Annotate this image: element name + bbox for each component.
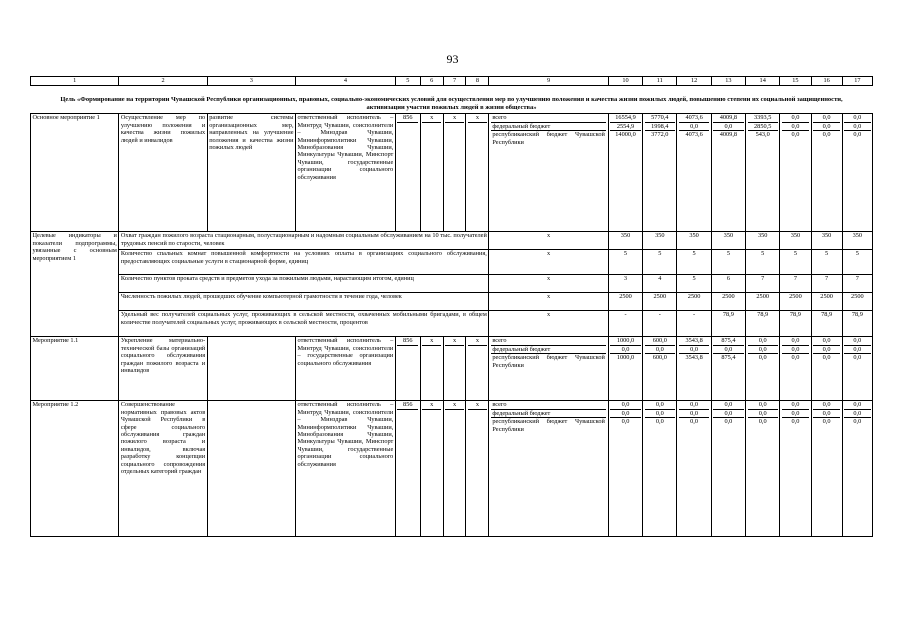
funding-values [746,114,780,232]
event-csr: x [443,114,466,232]
indicator-value: 78,9 [711,311,745,337]
column-number: 3 [207,77,295,86]
event-title: Мероприятие 1.1 [31,337,119,401]
funding-source-name: республиканский бюджет Чувашской Республики [492,418,605,433]
column-number: 12 [677,77,711,86]
funding-source-name: федеральный бюджет [491,345,607,353]
funding-value: 0,0 [748,417,778,425]
indicator-value: 2500 [842,293,872,311]
column-number: 17 [842,77,872,86]
event-rz: x [420,114,443,232]
indicator-value: 78,9 [842,311,872,337]
funding-value: 0,0 [791,114,800,122]
indicator-value: 350 [608,232,642,250]
funding-value: 2554,9 [610,122,640,130]
column-number: 5 [395,77,420,86]
indicator-row [31,311,873,337]
event-vr: x [466,114,489,232]
funding-value: 1000,0 [616,337,635,345]
indicator-name: Численность пожилых людей, прошедших обучение компьютерной грамотности в течение года, человек [119,293,489,311]
funding-value: 0,0 [791,337,800,345]
funding-values [677,114,711,232]
column-number: 7 [443,77,466,86]
funding-values [811,337,842,401]
funding-value: 600,0 [645,353,675,361]
indicator-x: x [489,293,609,311]
funding-value: 0,0 [713,345,743,353]
funding-value: 4073,6 [685,114,703,122]
funding-value: 875,4 [721,337,736,345]
funding-value: 0,0 [822,401,831,409]
funding-value: 0,0 [713,122,743,130]
funding-value: 0,0 [610,417,640,425]
indicator-value: 2500 [746,293,780,311]
funding-value: 0,0 [679,417,709,425]
event-csr: x [443,337,466,401]
event-title: Мероприятие 1.2 [31,401,119,537]
indicator-x: x [489,250,609,275]
funding-values [780,337,811,401]
indicator-value: 6 [711,275,745,293]
funding-value: 0,0 [645,409,675,417]
funding-value: 543,0 [748,130,778,138]
funding-value: 3772,0 [645,130,675,138]
event-task-empty [207,337,295,401]
funding-value: 0,0 [813,122,840,130]
funding-value: 0,0 [853,114,862,122]
indicator-value: 7 [842,275,872,293]
funding-value: 4073,6 [679,130,709,138]
indicator-value: 350 [780,232,811,250]
funding-values [780,401,811,537]
funding-values [711,114,745,232]
indicator-name: Удельный вес получателей социальных услуг, проживающих в сельской местности, охваченных мобильными бригадами, в общем количестве получателей социальных услуг, проживающих в сельской местности, процентов [119,311,489,337]
indicator-value: 2500 [711,293,745,311]
funding-values [811,114,842,232]
funding-values [677,337,711,401]
funding-values [711,401,745,537]
funding-value: 1998,4 [645,122,675,130]
funding-value: 0,0 [679,409,709,417]
funding-values [643,114,677,232]
funding-value: 0,0 [610,409,640,417]
indicator-value: 350 [842,232,872,250]
indicator-row [31,293,873,311]
funding-value: 0,0 [782,417,809,425]
event-rz: x [420,401,443,537]
funding-value: 0,0 [645,417,675,425]
funding-value: 0,0 [782,353,809,361]
funding-source-name: всего [492,401,507,409]
funding-source-name: республиканский бюджет Чувашской Республики [492,131,605,146]
column-number: 16 [811,77,842,86]
indicator-value: 7 [746,275,780,293]
page-number: 93 [446,52,459,66]
column-number: 8 [466,77,489,86]
event-row-event_1_1 [31,337,873,401]
event-grbs: 856 [395,337,420,401]
funding-sources [489,114,609,232]
event-rz: x [420,337,443,401]
event-executor: ответственный исполнитель – Минтруд Чувашии, соисполнители – Минздрав Чувашии, Мининформполитики Чувашии, Минобразования Чувашии, Минкультуры Чувашии, Минспорт Чувашии, государственные организации социального обслуживания [296,401,396,537]
funding-values [842,337,872,401]
indicator-value: 5 [811,250,842,275]
event-name: Совершенствование нормативных правовых актов Чувашской Республики в сфере социального обслуживания граждан пожилого возраста и инвалидов, включая разработку концепции социального сопровождения отдельных категорий граждан [119,401,207,537]
column-number: 10 [608,77,642,86]
event-task-empty [207,401,295,537]
funding-value: 0,0 [813,353,840,361]
indicator-x: x [489,232,609,250]
event-name: Укрепление материально-технической базы организаций социального обслуживания граждан пожилого возраста и инвалидов [119,337,207,401]
indicator-value: 350 [643,232,677,250]
indicator-value: 2500 [608,293,642,311]
program-table [30,76,873,537]
column-number: 9 [489,77,609,86]
funding-value: 0,0 [713,417,743,425]
funding-values [811,401,842,537]
indicator-value: 7 [780,275,811,293]
funding-values [842,401,872,537]
funding-value: 0,0 [748,409,778,417]
column-number: 11 [643,77,677,86]
funding-value: 0,0 [853,337,862,345]
event-grbs: 856 [395,114,420,232]
funding-value: 0,0 [844,409,870,417]
column-number: 15 [780,77,811,86]
funding-value: 0,0 [679,122,709,130]
indicator-value: 7 [811,275,842,293]
funding-source-name: всего [492,114,507,122]
funding-value: 0,0 [813,345,840,353]
indicator-row [31,250,873,275]
event-name: Осуществление мер по улучшению положения и качества жизни пожилых людей и инвалидов [119,114,207,232]
indicator-value: 350 [677,232,711,250]
funding-value: 5770,4 [651,114,669,122]
column-number: 14 [746,77,780,86]
funding-value: 0,0 [853,401,862,409]
funding-value: 4009,8 [713,130,743,138]
funding-value: 0,0 [679,345,709,353]
funding-value: 16554,9 [615,114,636,122]
indicator-value: 78,9 [746,311,780,337]
event-row-main_event [31,114,873,232]
funding-source-name: республиканский бюджет Чувашской Республики [492,354,605,369]
funding-value: 0,0 [610,345,640,353]
funding-value: 0,0 [813,417,840,425]
funding-value: 0,0 [758,401,767,409]
funding-values [677,401,711,537]
funding-value: 0,0 [813,409,840,417]
indicator-value: 78,9 [780,311,811,337]
indicator-name: Охват граждан пожилого возраста стационарным, полустационарным и надомным социальным обслуживанием на 10 тыс. получателей трудовых пенсий по старости, человек [119,232,489,250]
funding-sources [489,401,609,537]
funding-value: 3543,8 [685,337,703,345]
funding-value: 0,0 [844,130,870,138]
indicator-row [31,275,873,293]
indicator-value: 2500 [677,293,711,311]
funding-value: 0,0 [782,130,809,138]
funding-value: 875,4 [713,353,743,361]
column-number-row [31,77,873,86]
indicator-value: 5 [780,250,811,275]
funding-values [608,114,642,232]
event-executor: ответственный исполнитель – Минтруд Чувашии, соисполнители – государственные организации социального обслуживания [296,337,396,401]
funding-value: 0,0 [748,353,778,361]
funding-value: 3543,8 [679,353,709,361]
indicator-value: 5 [677,250,711,275]
column-number: 6 [420,77,443,86]
indicator-value: 350 [811,232,842,250]
column-number: 4 [296,77,396,86]
funding-source-name: федеральный бюджет [491,122,607,130]
funding-value: 0,0 [782,409,809,417]
funding-source-name: всего [492,337,507,345]
funding-value: 0,0 [782,122,809,130]
funding-values [746,401,780,537]
funding-value: 0,0 [690,401,699,409]
funding-value: 2850,5 [748,122,778,130]
indicator-value: 4 [643,275,677,293]
funding-value: 0,0 [645,345,675,353]
event-task: развитие системы организационных мер, направленных на улучшение положения и качества жизни пожилых людей [207,114,295,232]
goal-title: Цель «Формирование на территории Чувашской Республики организационных, правовых, социально-экономических условий для осуществления мер по улучшению положения и качества жизни пожилых людей, повышению степени их социальной защищенности, активизации участия пожилых людей в жизни общества» [31,86,873,114]
indicator-row [31,232,873,250]
indicator-name: Количество пунктов проката средств и предметов ухода за пожилыми людьми, нарастающим итогом, единиц [119,275,489,293]
indicator-value: 5 [677,275,711,293]
indicator-value: 2500 [811,293,842,311]
indicator-value: 350 [746,232,780,250]
indicator-value: 3 [608,275,642,293]
funding-value: 0,0 [822,337,831,345]
indicator-value: 350 [711,232,745,250]
indicator-x: x [489,311,609,337]
funding-value: 0,0 [844,122,870,130]
funding-sources [489,337,609,401]
funding-values [643,401,677,537]
column-number: 2 [119,77,207,86]
indicator-value: 5 [608,250,642,275]
event-vr: x [466,401,489,537]
funding-value: 1000,0 [610,353,640,361]
funding-value: 0,0 [621,401,630,409]
funding-value: 0,0 [822,114,831,122]
event-executor: ответственный исполнитель – Минтруд Чувашии, соисполнители – Минздрав Чувашии, Мининформполитики Чувашии, Минобразования Чувашии, Минкультуры Чувашии, Минспорт Чувашии, государственные организации социального обслуживания [296,114,396,232]
funding-values [608,401,642,537]
funding-value: 3393,5 [754,114,772,122]
funding-value: 14000,0 [610,130,640,138]
indicator-value: - [643,311,677,337]
event-title: Основное мероприятие 1 [31,114,119,232]
event-vr: x [466,337,489,401]
funding-value: 4009,8 [719,114,738,122]
funding-value: 0,0 [791,401,800,409]
funding-values [746,337,780,401]
indicator-value: - [677,311,711,337]
funding-values [842,114,872,232]
indicator-value: 78,9 [811,311,842,337]
indicator-value: 5 [746,250,780,275]
event-row-event_1_2 [31,401,873,537]
funding-value: 0,0 [655,401,664,409]
funding-value: 0,0 [813,130,840,138]
funding-value: 0,0 [758,337,767,345]
indicators-title: Целевые индикаторы и показатели подпрограммы, увязанные с основным мероприятием 1 [31,232,119,337]
indicator-value: 5 [842,250,872,275]
funding-values [643,337,677,401]
event-grbs: 856 [395,401,420,537]
funding-values [608,337,642,401]
funding-values [711,337,745,401]
column-number: 1 [31,77,119,86]
indicator-value: 5 [711,250,745,275]
funding-value: 600,0 [652,337,667,345]
funding-value: 0,0 [844,353,870,361]
event-csr: x [443,401,466,537]
indicator-value: 5 [643,250,677,275]
funding-value: 0,0 [713,409,743,417]
funding-value: 0,0 [724,401,733,409]
indicator-value: 2500 [780,293,811,311]
funding-value: 0,0 [748,345,778,353]
funding-values [780,114,811,232]
funding-value: 0,0 [844,417,870,425]
indicator-value: - [608,311,642,337]
column-number: 13 [711,77,745,86]
indicator-x: x [489,275,609,293]
indicator-value: 2500 [643,293,677,311]
indicator-name: Количество спальных комнат повышенной комфортности на условиях оплаты в организациях социального обслуживания, предоставляющих социальные услуги в стационарной форме, единиц [119,250,489,275]
funding-source-name: федеральный бюджет [491,409,607,417]
funding-value: 0,0 [782,345,809,353]
funding-value: 0,0 [844,345,870,353]
